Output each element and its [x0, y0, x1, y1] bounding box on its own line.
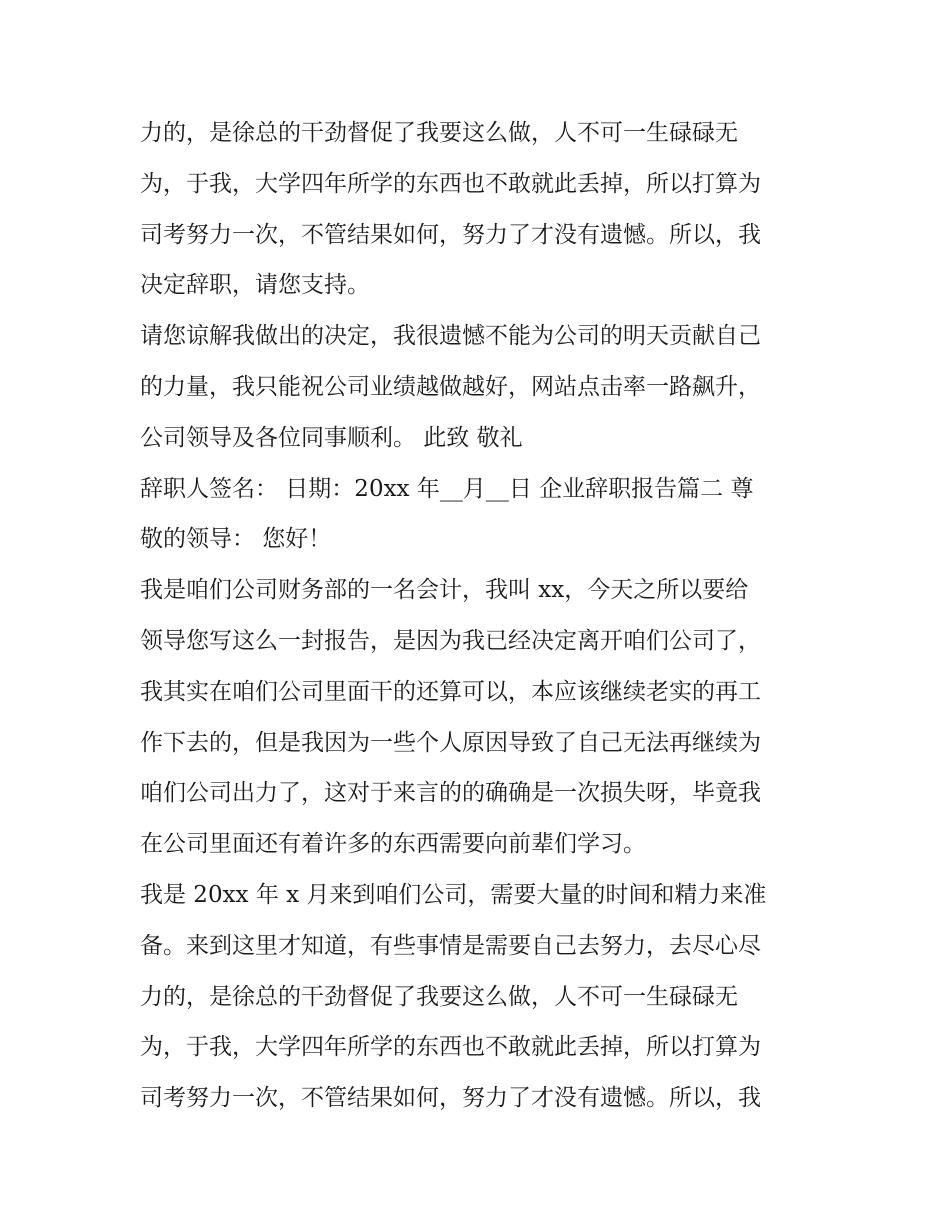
text-line: 公司领导及各位同事顺利。 此致 敬礼 — [140, 424, 523, 451]
text-line: 为，于我，大学四年所学的东西也不敢就此丢掉，所以打算为 — [140, 170, 761, 197]
text-line: 辞职人签名： 日期：20xx 年__月__日 企业辞职报告篇二 尊 — [140, 475, 754, 502]
text-line: 我其实在咱们公司里面干的还算可以，本应该继续老实的再工 — [140, 678, 761, 705]
text-line: 作下去的，但是我因为一些个人原因导致了自己无法再继续为 — [140, 729, 761, 756]
text-line: 我是咱们公司财务部的一名会计，我叫 xx，今天之所以要给 — [140, 577, 749, 604]
document-body — [140, 108, 820, 1124]
text-line: 咱们公司出力了，这对于来言的的确确是一次损失呀，毕竟我 — [140, 780, 761, 807]
text-line: 为，于我，大学四年所学的东西也不敢就此丢掉，所以打算为 — [140, 1034, 761, 1061]
text-line: 请您谅解我做出的决定，我很遗憾不能为公司的明天贡献自己 — [140, 323, 761, 350]
text-line: 司考努力一次，不管结果如何，努力了才没有遗憾。所以，我 — [140, 1085, 761, 1112]
text-line: 力的，是徐总的干劲督促了我要这么做，人不可一生碌碌无 — [140, 120, 738, 146]
text-line: 敬的领导： 您好！ — [140, 526, 332, 553]
text-line: 我是 20xx 年 x 月来到咱们公司，需要大量的时间和精力来准 — [140, 881, 767, 908]
text-line: 在公司里面还有着许多的东西需要向前辈们学习。 — [140, 831, 646, 858]
text-line: 领导您写这么一封报告，是因为我已经决定离开咱们公司了， — [140, 627, 761, 654]
text-line: 司考努力一次，不管结果如何，努力了才没有遗憾。所以，我 — [140, 221, 761, 248]
text-line: 决定辞职，请您支持。 — [140, 272, 370, 299]
text-line: 的力量，我只能祝公司业绩越做越好，网站点击率一路飙升， — [140, 373, 761, 400]
text-line: 备。来到这里才知道，有些事情是需要自己去努力，去尽心尽 — [140, 932, 761, 959]
text-line: 力的，是徐总的干劲督促了我要这么做，人不可一生碌碌无 — [140, 983, 738, 1010]
